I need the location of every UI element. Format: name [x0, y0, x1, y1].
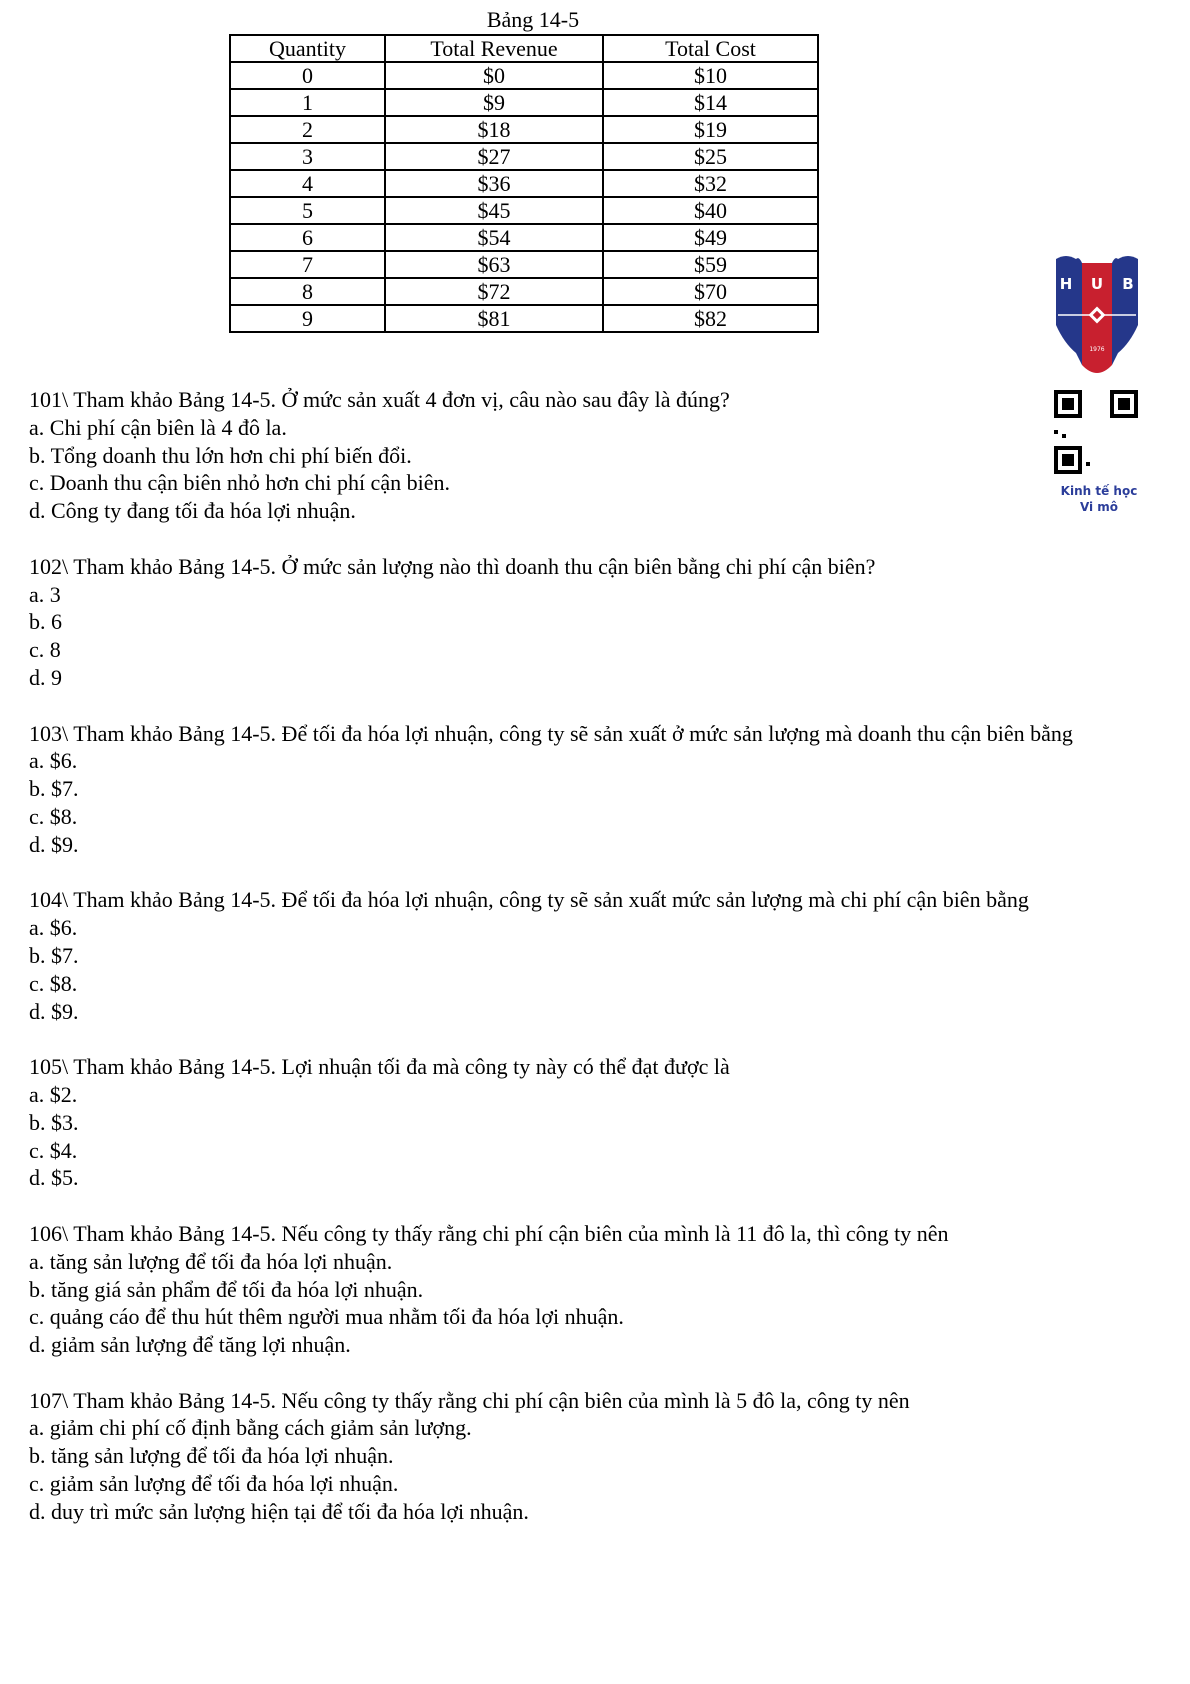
question-text: 101\ Tham khảo Bảng 14-5. Ở mức sản xuất 4 đơn vị, câu nào sau đây là đúng? [29, 387, 730, 412]
table-cell: 4 [230, 170, 385, 197]
answer-option: a. tăng sản lượng để tối đa hóa lợi nhuận. [29, 1248, 393, 1274]
table-row [230, 116, 818, 143]
table-cell: $49 [603, 224, 818, 251]
answer-option: a. 3 [29, 581, 61, 607]
table-cell: 0 [230, 62, 385, 89]
answer-option: d. $5. [29, 1165, 79, 1191]
answer-option: d. $9. [29, 831, 79, 857]
question-list [29, 386, 1189, 1553]
table-cell: $0 [385, 62, 603, 89]
table-cell: $10 [603, 62, 818, 89]
answer-option: a. $6. [29, 915, 78, 941]
table-cell: $36 [385, 170, 603, 197]
table-cell: 7 [230, 251, 385, 278]
question-text: 102\ Tham khảo Bảng 14-5. Ở mức sản lượng nào thì doanh thu cận biên bằng chi phí cận biên? [29, 553, 876, 579]
table-row [230, 305, 818, 332]
answer-option: a. $6. [29, 748, 78, 774]
answer-option: c. Doanh thu cận biên nhỏ hơn chi phí cận biên. [29, 470, 450, 496]
table-cell: $27 [385, 143, 603, 170]
table-cell: $63 [385, 251, 603, 278]
table-row [230, 170, 818, 197]
answer-option: a. $2. [29, 1081, 78, 1107]
table-cell: $32 [603, 170, 818, 197]
svg-text:H: H [1059, 275, 1073, 293]
answer-option: d. $9. [29, 998, 79, 1024]
table-cell: 1 [230, 89, 385, 116]
question-text: 106\ Tham khảo Bảng 14-5. Nếu công ty thấy rằng chi phí cận biên của mình là 11 đô la, thì công ty nên [29, 1220, 949, 1246]
answer-option: b. $7. [29, 942, 79, 968]
svg-text:1976: 1976 [1089, 346, 1105, 353]
table-cell: $72 [385, 278, 603, 305]
answer-option: d. duy trì mức sản lượng hiện tại để tối đa hóa lợi nhuận. [29, 1498, 529, 1524]
hub-logo [1052, 253, 1142, 381]
table-cell: 8 [230, 278, 385, 305]
answer-option: d. Công ty đang tối đa hóa lợi nhuận. [29, 498, 356, 524]
question [29, 720, 1189, 859]
table-cell: $59 [603, 251, 818, 278]
question [29, 1053, 1189, 1192]
table-cell: $54 [385, 224, 603, 251]
table-cell: $18 [385, 116, 603, 143]
table-cell: $19 [603, 116, 818, 143]
answer-option: c. $8. [29, 803, 78, 829]
table-cell: $9 [385, 89, 603, 116]
table-row [230, 62, 818, 89]
answer-option: b. tăng giá sản phẩm để tối đa hóa lợi nhuận. [29, 1276, 424, 1302]
table-cell: $40 [603, 197, 818, 224]
question-text: 105\ Tham khảo Bảng 14-5. Lợi nhuận tối đa mà công ty này có thể đạt được là [29, 1054, 730, 1080]
course-label-line2: Vi mô [1079, 500, 1119, 514]
answer-option: c. quảng cáo để thu hút thêm người mua nhằm tối đa hóa lợi nhuận. [29, 1304, 624, 1330]
table-cell: $25 [603, 143, 818, 170]
svg-text:U: U [1090, 275, 1104, 293]
table-cell: 2 [230, 116, 385, 143]
column-header: Total Revenue [385, 35, 603, 62]
answer-option: c. giảm sản lượng để tối đa hóa lợi nhuận. [29, 1471, 399, 1497]
answer-option: b. tăng sản lượng để tối đa hóa lợi nhuận. [29, 1443, 394, 1469]
table-cell: 5 [230, 197, 385, 224]
table-row [230, 143, 818, 170]
table-row [230, 251, 818, 278]
answer-option: c. $4. [29, 1137, 78, 1163]
table-cell: $82 [603, 305, 818, 332]
answer-option: a. Chi phí cận biên là 4 đô la. [29, 414, 287, 440]
answer-option: b. $3. [29, 1109, 79, 1135]
answer-option: a. giảm chi phí cố định bằng cách giảm sản lượng. [29, 1415, 472, 1441]
table-cell: $45 [385, 197, 603, 224]
course-label-line1: Kinh tế học [1060, 484, 1138, 498]
column-header: Quantity [230, 35, 385, 62]
data-table [229, 34, 819, 333]
answer-option: b. $7. [29, 776, 79, 802]
question [29, 1220, 1189, 1359]
table-cell: 6 [230, 224, 385, 251]
table-cell: $14 [603, 89, 818, 116]
answer-option: c. 8 [29, 637, 61, 663]
question-text: 104\ Tham khảo Bảng 14-5. Để tối đa hóa lợi nhuận, công ty sẽ sản xuất mức sản lượng mà chi phí cận biên bằng [29, 887, 1029, 913]
svg-text:B: B [1122, 275, 1134, 293]
table-cell: $70 [603, 278, 818, 305]
answer-option: d. giảm sản lượng để tăng lợi nhuận. [29, 1332, 351, 1358]
table-row [230, 224, 818, 251]
table-caption: Bảng 14-5 [486, 7, 580, 32]
question [29, 386, 1189, 525]
answer-option: c. $8. [29, 970, 78, 996]
table-cell: 9 [230, 305, 385, 332]
question-text: 103\ Tham khảo Bảng 14-5. Để tối đa hóa lợi nhuận, công ty sẽ sản xuất ở mức sản lượng mà doanh thu cận biên bằng [29, 720, 1073, 746]
table-row [230, 278, 818, 305]
question [29, 553, 1189, 692]
table-cell: $81 [385, 305, 603, 332]
question [29, 1387, 1189, 1526]
column-header: Total Cost [603, 35, 818, 62]
table-row [230, 197, 818, 224]
table-row [230, 89, 818, 116]
answer-option: b. 6 [29, 609, 62, 635]
question [29, 886, 1189, 1025]
answer-option: b. Tổng doanh thu lớn hơn chi phí biến đổi. [29, 442, 412, 468]
table-cell: 3 [230, 143, 385, 170]
answer-option: d. 9 [29, 664, 62, 690]
question-text: 107\ Tham khảo Bảng 14-5. Nếu công ty thấy rằng chi phí cận biên của mình là 5 đô la, công ty nên [29, 1387, 910, 1413]
